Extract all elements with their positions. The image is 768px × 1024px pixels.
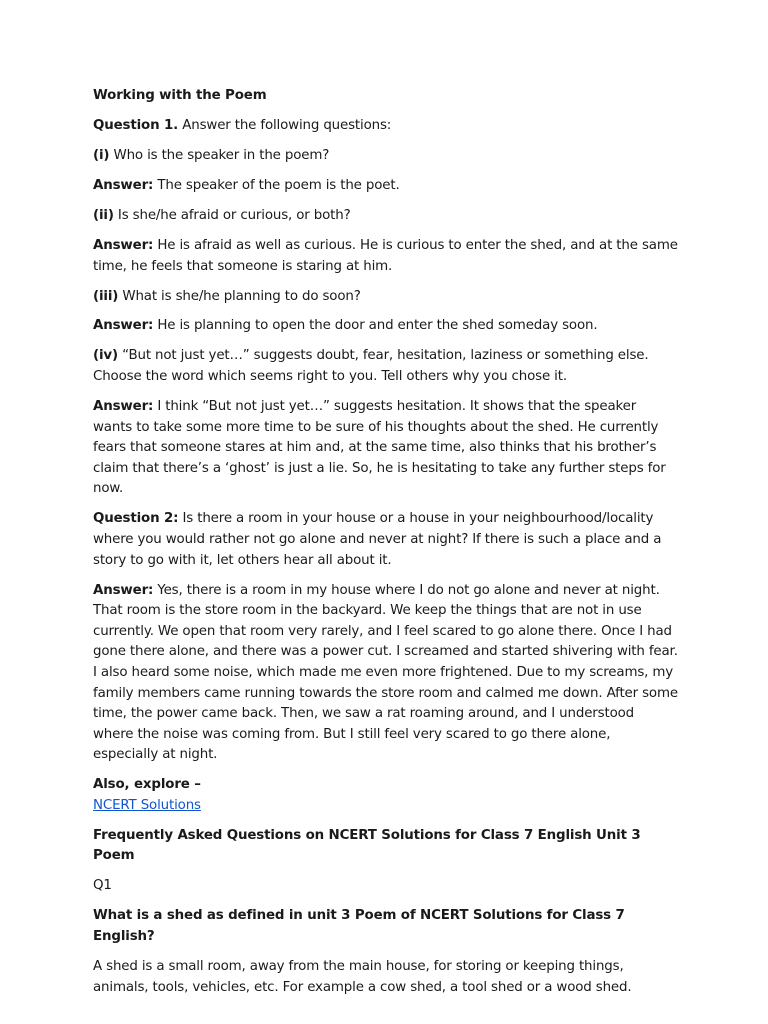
answer-2 (93, 581, 678, 766)
sub-question-label: (iii) (93, 288, 119, 304)
faq-heading: Frequently Asked Questions on NCERT Solutions for Class 7 English Unit 3 Poem (93, 827, 641, 864)
faq-answer: A shed is a small room, away from the main house, for storing or keeping things, animals, tools, vehicles, etc. For example a cow shed, a tool shed or a wood shed. (93, 959, 632, 995)
sub-question-iv (93, 346, 678, 387)
sub-question-label: (ii) (93, 207, 114, 223)
answer-ii (93, 236, 678, 277)
question-2-label: Question 2: (93, 511, 179, 527)
document-body (93, 86, 678, 1008)
answer-label: Answer: (93, 582, 154, 598)
answer-i (93, 176, 678, 197)
question-2 (93, 509, 678, 571)
answer-label: Answer: (93, 399, 154, 415)
answer-iv (93, 397, 678, 500)
answer-label: Answer: (93, 318, 154, 334)
faq-question: What is a shed as defined in unit 3 Poem of NCERT Solutions for Class 7 English? (93, 908, 625, 945)
question-1 (93, 116, 678, 137)
sub-question-iii (93, 287, 678, 308)
answer-text: Yes, there is a room in my house where I do not go alone and never at night. That room is the store room in the backyard. We keep the things that are not in use currently. We open that room very rarely, and I feel scared to go alone there. Once I had gone there alone, and there was a power cut. I screamed and started shivering with fear. I also heard some noise, which made me even more frightened. Due to my screams, my family members came running towards the store room and calmed me down. After some time, the power came back. Then, we saw a rat roaming around, and I understood where the noise was coming from. But I still feel very scared to go there alone, especially at night. (93, 582, 678, 763)
question-1-text: Answer the following questions: (178, 117, 392, 133)
sub-question-text: “But not just yet…” suggests doubt, fear, hesitation, laziness or something else. Choose the word which seems right to you. Tell others why you chose it. (93, 348, 649, 385)
sub-question-ii (93, 206, 678, 227)
question-2-text: Is there a room in your house or a house in your neighbourhood/locality where you would rather not go alone and never at night? If there is such a place and a story to go with it, let others hear all about it. (93, 511, 662, 568)
sub-question-i (93, 146, 678, 167)
ncert-solutions-link[interactable]: NCERT Solutions (93, 797, 201, 813)
link-line (93, 796, 678, 817)
answer-iii (93, 316, 678, 337)
sub-question-label: (iv) (93, 348, 118, 364)
answer-text: He is planning to open the door and enter the shed someday soon. (153, 318, 598, 334)
sub-question-text: Who is the speaker in the poem? (109, 147, 330, 163)
answer-text: The speaker of the poem is the poet. (153, 177, 400, 193)
sub-question-text: What is she/he planning to do soon? (118, 288, 361, 304)
answer-text: He is afraid as well as curious. He is curious to enter the shed, and at the same time, he feels that someone is staring at him. (93, 237, 678, 274)
answer-text: I think “But not just yet…” suggests hesitation. It shows that the speaker wants to take some more time to be sure of his thoughts about the shed. He currently fears that someone stares at him and, at the same time, also thinks that his brother’s claim that there’s a ‘ghost’ is just a lie. So, he is hesitating to take any further steps for now. (93, 399, 666, 497)
section-title: Working with the Poem (93, 88, 267, 103)
sub-question-label: (i) (93, 147, 110, 163)
question-1-label: Question 1. (93, 117, 179, 133)
answer-label: Answer: (93, 177, 154, 193)
faq-question-number: Q1 (93, 878, 112, 894)
answer-label: Answer: (93, 237, 154, 253)
sub-question-text: Is she/he afraid or curious, or both? (113, 207, 351, 223)
also-explore-heading: Also, explore – (93, 777, 201, 793)
